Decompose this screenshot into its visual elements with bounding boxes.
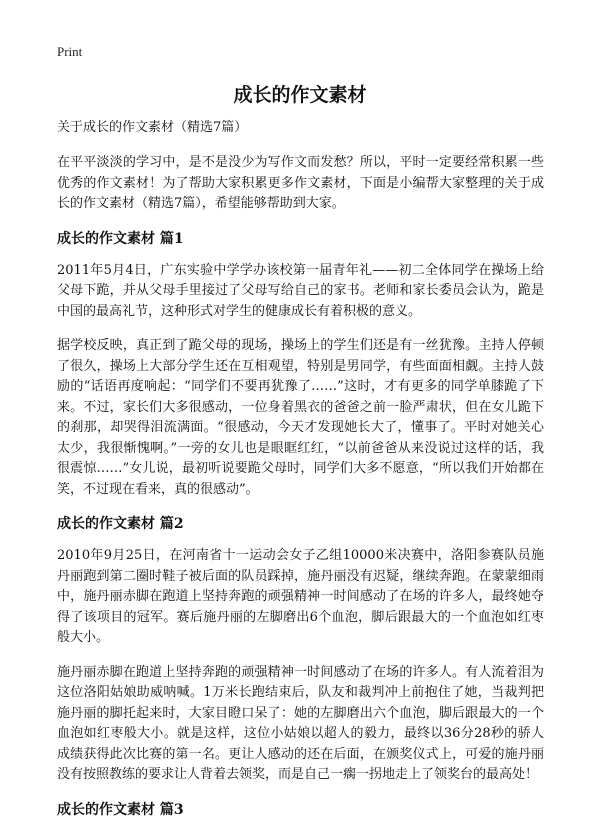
section-2-paragraph-1: 2010年9月25日，在河南省十一运动会女子乙组10000米决赛中，洛阳参赛队员施丹丽跑到第二圈时鞋子被后面的队员踩掉，施丹丽没有迟疑，继续奔跑。在蒙蒙细雨中，施丹丽赤脚在跑道上坚持奔跑的顽强精神一时间感动了在场的许多人，最终她夺得了该项目的冠军。赛后施丹丽的左脚磨出6个血泡，脚后跟最大的一个血泡如红枣般大小。 xyxy=(57,548,544,645)
section-heading-1: 成长的作文素材 篇1 xyxy=(57,230,184,247)
intro-paragraph: 在平平淡淡的学习中，是不是没少为写作文而发愁？所以，平时一定要经常积累一些优秀的作文素材！为了帮助大家积累更多作文素材，下面是小编帮大家整理的关于成长的作文素材（精选7篇），希望能够帮助到大家。 xyxy=(57,155,544,211)
section-2-paragraph-2: 施丹丽赤脚在跑道上坚持奔跑的顽强精神一时间感动了在场的许多人。有人流着泪为这位洛阳姑娘助威呐喊。1万米长跑结束后，队友和裁判冲上前抱住了她，当裁判把施丹丽的脚托起来时，大家目瞪口呆了：她的左脚磨出六个血泡，脚后跟最大的一个血泡如红枣般大小。就是这样，这位小姑娘以超人的毅力，最终以36分28秒的骄人成绩获得此次比赛的第一名。更让人感动的还在后面，在颁奖仪式上，可爱的施丹丽没有按照教练的要求让人背着去领奖，而是自己一瘸一拐地走上了领奖台的最高处！ xyxy=(57,664,544,782)
print-link[interactable]: Print xyxy=(57,44,83,59)
article-subtitle: 关于成长的作文素材（精选7篇） xyxy=(57,120,248,135)
section-1-paragraph-1: 2011年5月4日，广东实验中学学办该校第一届青年礼——初二全体同学在操场上给父母下跪，并从父母手里接过了父母写给自己的家书。老师和家长委员会认为，跪是中国的最高礼节，这种形式对学生的健康成长有着积极的意义。 xyxy=(57,262,544,319)
section-heading-2: 成长的作文素材 篇2 xyxy=(57,516,184,532)
page-title: 成长的作文素材 xyxy=(233,84,367,106)
section-heading-3: 成长的作文素材 篇3 xyxy=(57,801,184,818)
section-1-paragraph-2: 据学校反映，真正到了跪父母的现场，操场上的学生们还是有一丝犹豫。主持人停顿了很久，操场上大部分学生还在互相观望，特别是男同学，有些面面相觑。主持人鼓励的“话语再度响起：“同学们不要再犹豫了……”这时，才有更多的同学单膝跪了下来。不过，家长们大多很感动，一位身着黑衣的爸爸之前一脸严肃状，但在女儿跪下的刹那，却哭得泪流满面。“很感动，今天才发现她长大了，懂事了。平时对她关心太少，我很惭愧啊。”一旁的女儿也是眼眶红红，“以前爸爸从来没说过这样的话，我很震惊……”女儿说，最初听说要跪父母时，同学们大多不愿意，“所以我们开始都在笑，不过现在看来，真的很感动”。 xyxy=(57,338,544,497)
article-body xyxy=(57,118,544,832)
